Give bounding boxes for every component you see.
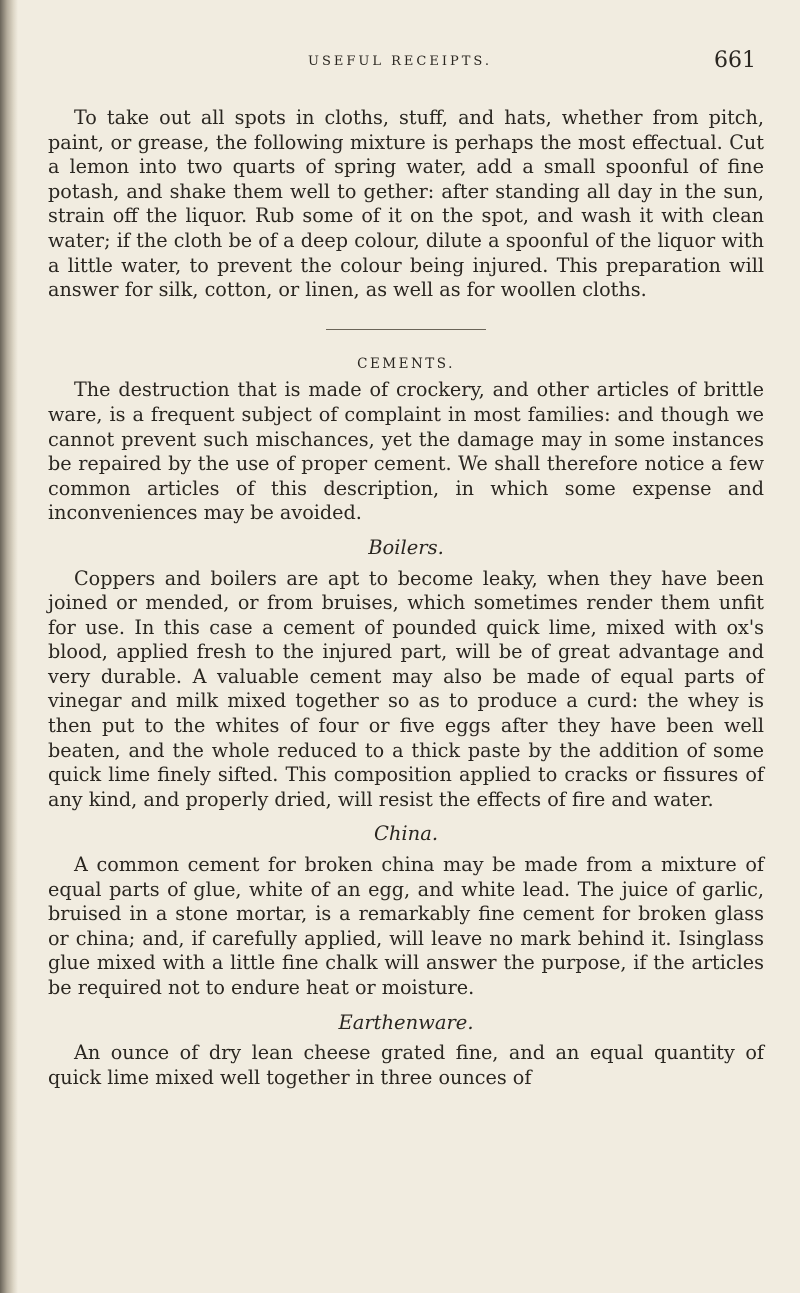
paragraph-cements-intro: The destruction that is made of crockery, and other articles of brittle ware, is a frequent subject of complaint in most families: and though we cannot prevent such mischances, yet the damage may in some instances be repaired by the use of proper cement. We shall therefore notice a few common articles of this description, in which some expense and inconveniences may be avoided. xyxy=(48,378,764,525)
paragraph-china: A common cement for broken china may be made from a mixture of equal parts of glue, white of an egg, and white lead. The juice of garlic, bruised in a stone mortar, is a remarkably fine cement for broken glass or china; and, if carefully applied, will leave no mark behind it. Isinglass glue mixed with a little fine chalk will answer the purpose, if the articles be required not to endure heat or moisture. xyxy=(48,853,764,999)
page-body xyxy=(48,106,764,1090)
subhead-boilers: Boilers. xyxy=(368,535,444,559)
section-divider xyxy=(326,329,486,330)
book-spine-shadow xyxy=(0,0,18,1293)
paragraph-earthenware: An ounce of dry lean cheese grated fine, and an equal quantity of quick lime mixed well together in three ounces of xyxy=(48,1041,764,1089)
page-header xyxy=(0,48,800,78)
page-number: 661 xyxy=(714,48,756,73)
paragraph-boilers: Coppers and boilers are apt to become leaky, when they have been joined or mended, or from bruises, which sometimes render them unfit for use. In this case a cement of pounded quick lime, mixed with ox's blood, applied fresh to the injured part, will be of great advantage and very durable. A valuable cement may also be made of equal parts of vinegar and milk mixed together so as to produce a curd: the whey is then put to the whites of four or five eggs after they have been well beaten, and the whole reduced to a thick paste by the addition of some quick lime finely sifted. This composition applied to cracks or fissures of any kind, and properly dried, will resist the effects of fire and water. xyxy=(48,566,764,811)
subhead-earthenware: Earthenware. xyxy=(338,1010,474,1034)
section-title-cements: CEMENTS. xyxy=(357,355,455,372)
subhead-china: China. xyxy=(373,822,439,846)
paragraph-spots: To take out all spots in cloths, stuff, and hats, whether from pitch, paint, or grease, the following mixture is perhaps the most effectual. Cut a lemon into two quarts of spring water, add a small spoonful of fine potash, and shake them well to gether: after standing all day in the sun, strain off the liquor. Rub some of it on the spot, and wash it with clean water; if the cloth be of a deep colour, dilute a spoonful of the liquor with a little water, to prevent the colour being injured. This preparation will answer for silk, cotton, or linen, as well as for woollen cloths. xyxy=(48,106,764,302)
running-head: USEFUL RECEIPTS. xyxy=(308,54,492,69)
